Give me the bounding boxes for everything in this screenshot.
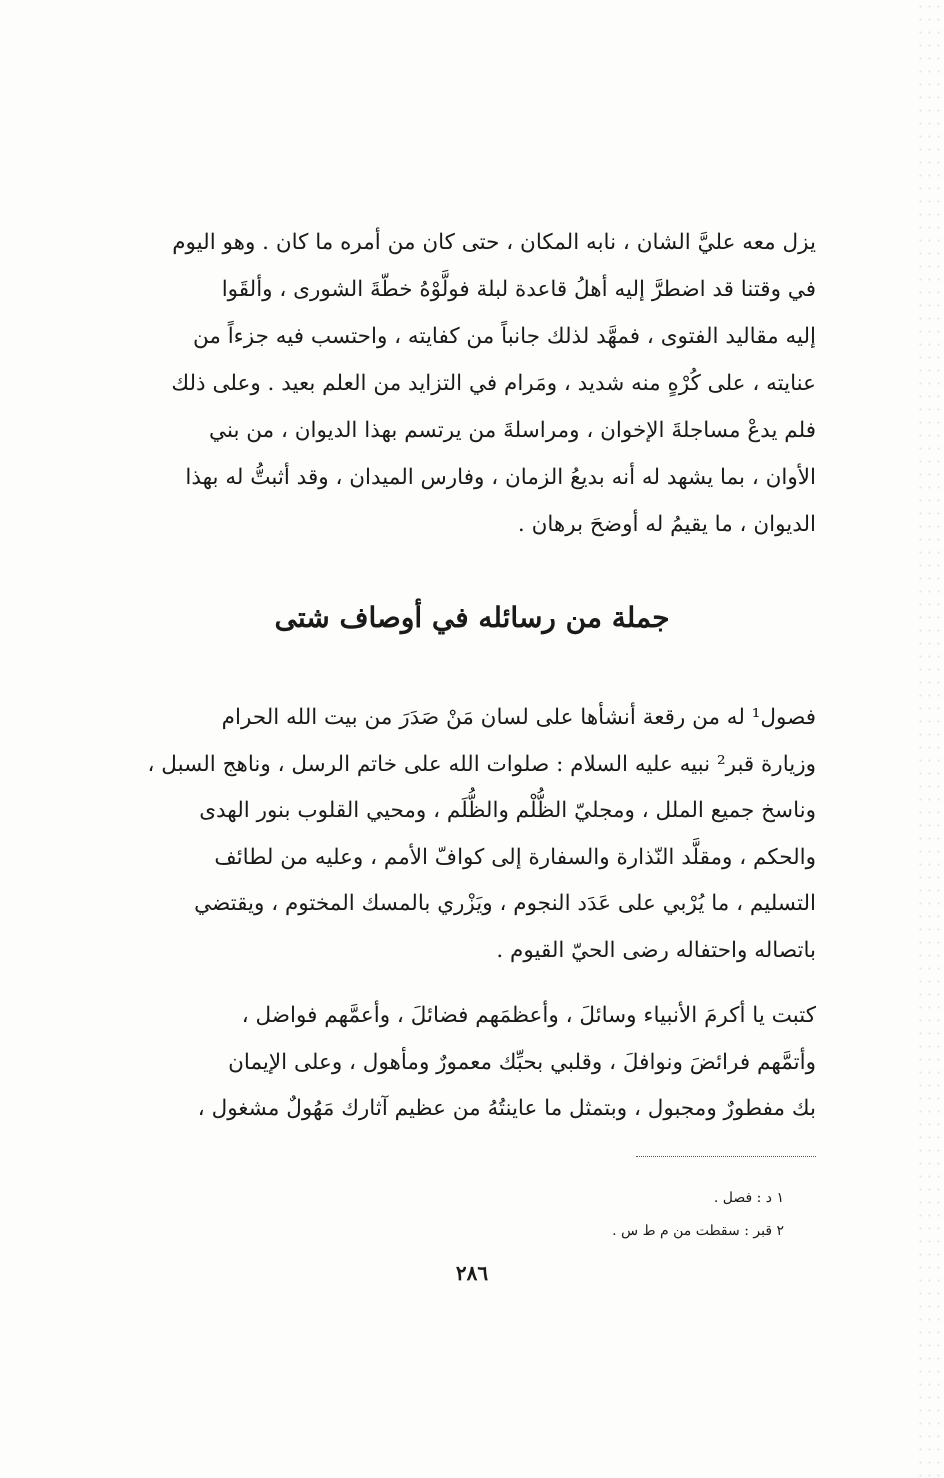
paragraph-3-line: وأتمَّهم فرائضَ ونوافلَ ، وقلبي بحبِّك معمورٌ ومأهول ، وعلى الإيمان <box>228 1049 816 1075</box>
paragraph-2-line: التسليم ، ما يُرْبي على عَدَد النجوم ، ويَزْري بالمسك المختوم ، ويقتضي <box>194 891 816 916</box>
section-heading: جملة من رسائله في أوصاف شتى <box>274 601 670 634</box>
paragraph-1-line: إليه مقاليد الفتوى ، فمهَّد لذلك جانباً من كفايته ، واحتسب فيه جزءاً من <box>192 324 816 349</box>
page-number: ٢٨٦ <box>455 1261 489 1285</box>
footnote-1: ١ د : فصل . <box>713 1190 784 1206</box>
paragraph-3 <box>198 993 816 1133</box>
footnotes <box>612 1182 784 1248</box>
paragraph-2-line: وناسخ جميع الملل ، ومجليّ الظُّلْم والظُّلَم ، ومحيي القلوب بنور الهدى <box>199 798 816 823</box>
paragraph-2 <box>148 695 816 974</box>
paragraph-1 <box>171 219 816 548</box>
paragraph-2-line: والحكم ، ومقلَّد النّذارة والسفارة إلى كوافّ الأمم ، وعليه من لطائف <box>214 844 816 870</box>
paragraph-1-line: يزل معه عليَّ الشان ، نابه المكان ، حتى كان من أمره ما كان . وهو اليوم <box>172 230 816 255</box>
paragraph-1-line: عنايته ، على كُرْهٍ منه شديد ، ومَرام في التزايد من العلم بعيد . وعلى ذلك <box>171 371 816 396</box>
footnote-divider <box>636 1156 816 1157</box>
paragraph-1-line: الديوان ، ما يقيمُ له أوضحَ برهان . <box>517 512 816 537</box>
paragraph-1-line: في وقتنا قد اضطرَّ إليه أهلُ قاعدة لبلة فولَّوْهُ خطّةَ الشورى ، وألقَوا <box>221 277 816 302</box>
paragraph-2-line: باتصاله واحتفاله رضى الحيّ القيوم . <box>496 937 816 963</box>
footnote-2: ٢ قبر : سقطت من م ط س . <box>612 1223 784 1239</box>
paragraph-1-line: فلم يدعْ مساجلةَ الإخوان ، ومراسلةَ من يرتسم بهذا الديوان ، من بني <box>209 418 816 443</box>
paragraph-1-line: الأوان ، بما يشهد له أنه بديعُ الزمان ، وفارس الميدان ، وقد أثبتُّ له بهذا <box>185 465 816 490</box>
page-edge-texture <box>916 0 944 1478</box>
paragraph-3-line: كتبت يا أكرمَ الأنبياء وسائلَ ، وأعظمَهم فضائلَ ، وأعمَّهم فواضل ، <box>241 1003 816 1028</box>
paragraph-2-line: وزيارة قبر² نبيه عليه السلام : صلوات الله على خاتم الرسل ، وناهج السبل ، <box>147 751 816 777</box>
paragraph-3-line: بك مفطورٌ ومجبول ، وبتمثل ما عاينتُهُ من عظيم آثارك مَهُولٌ مشغول ، <box>197 1096 816 1121</box>
paragraph-2-line: فصول¹ له من رقعة أنشأها على لسان مَنْ صَدَرَ من بيت الله الحرام <box>221 705 816 730</box>
